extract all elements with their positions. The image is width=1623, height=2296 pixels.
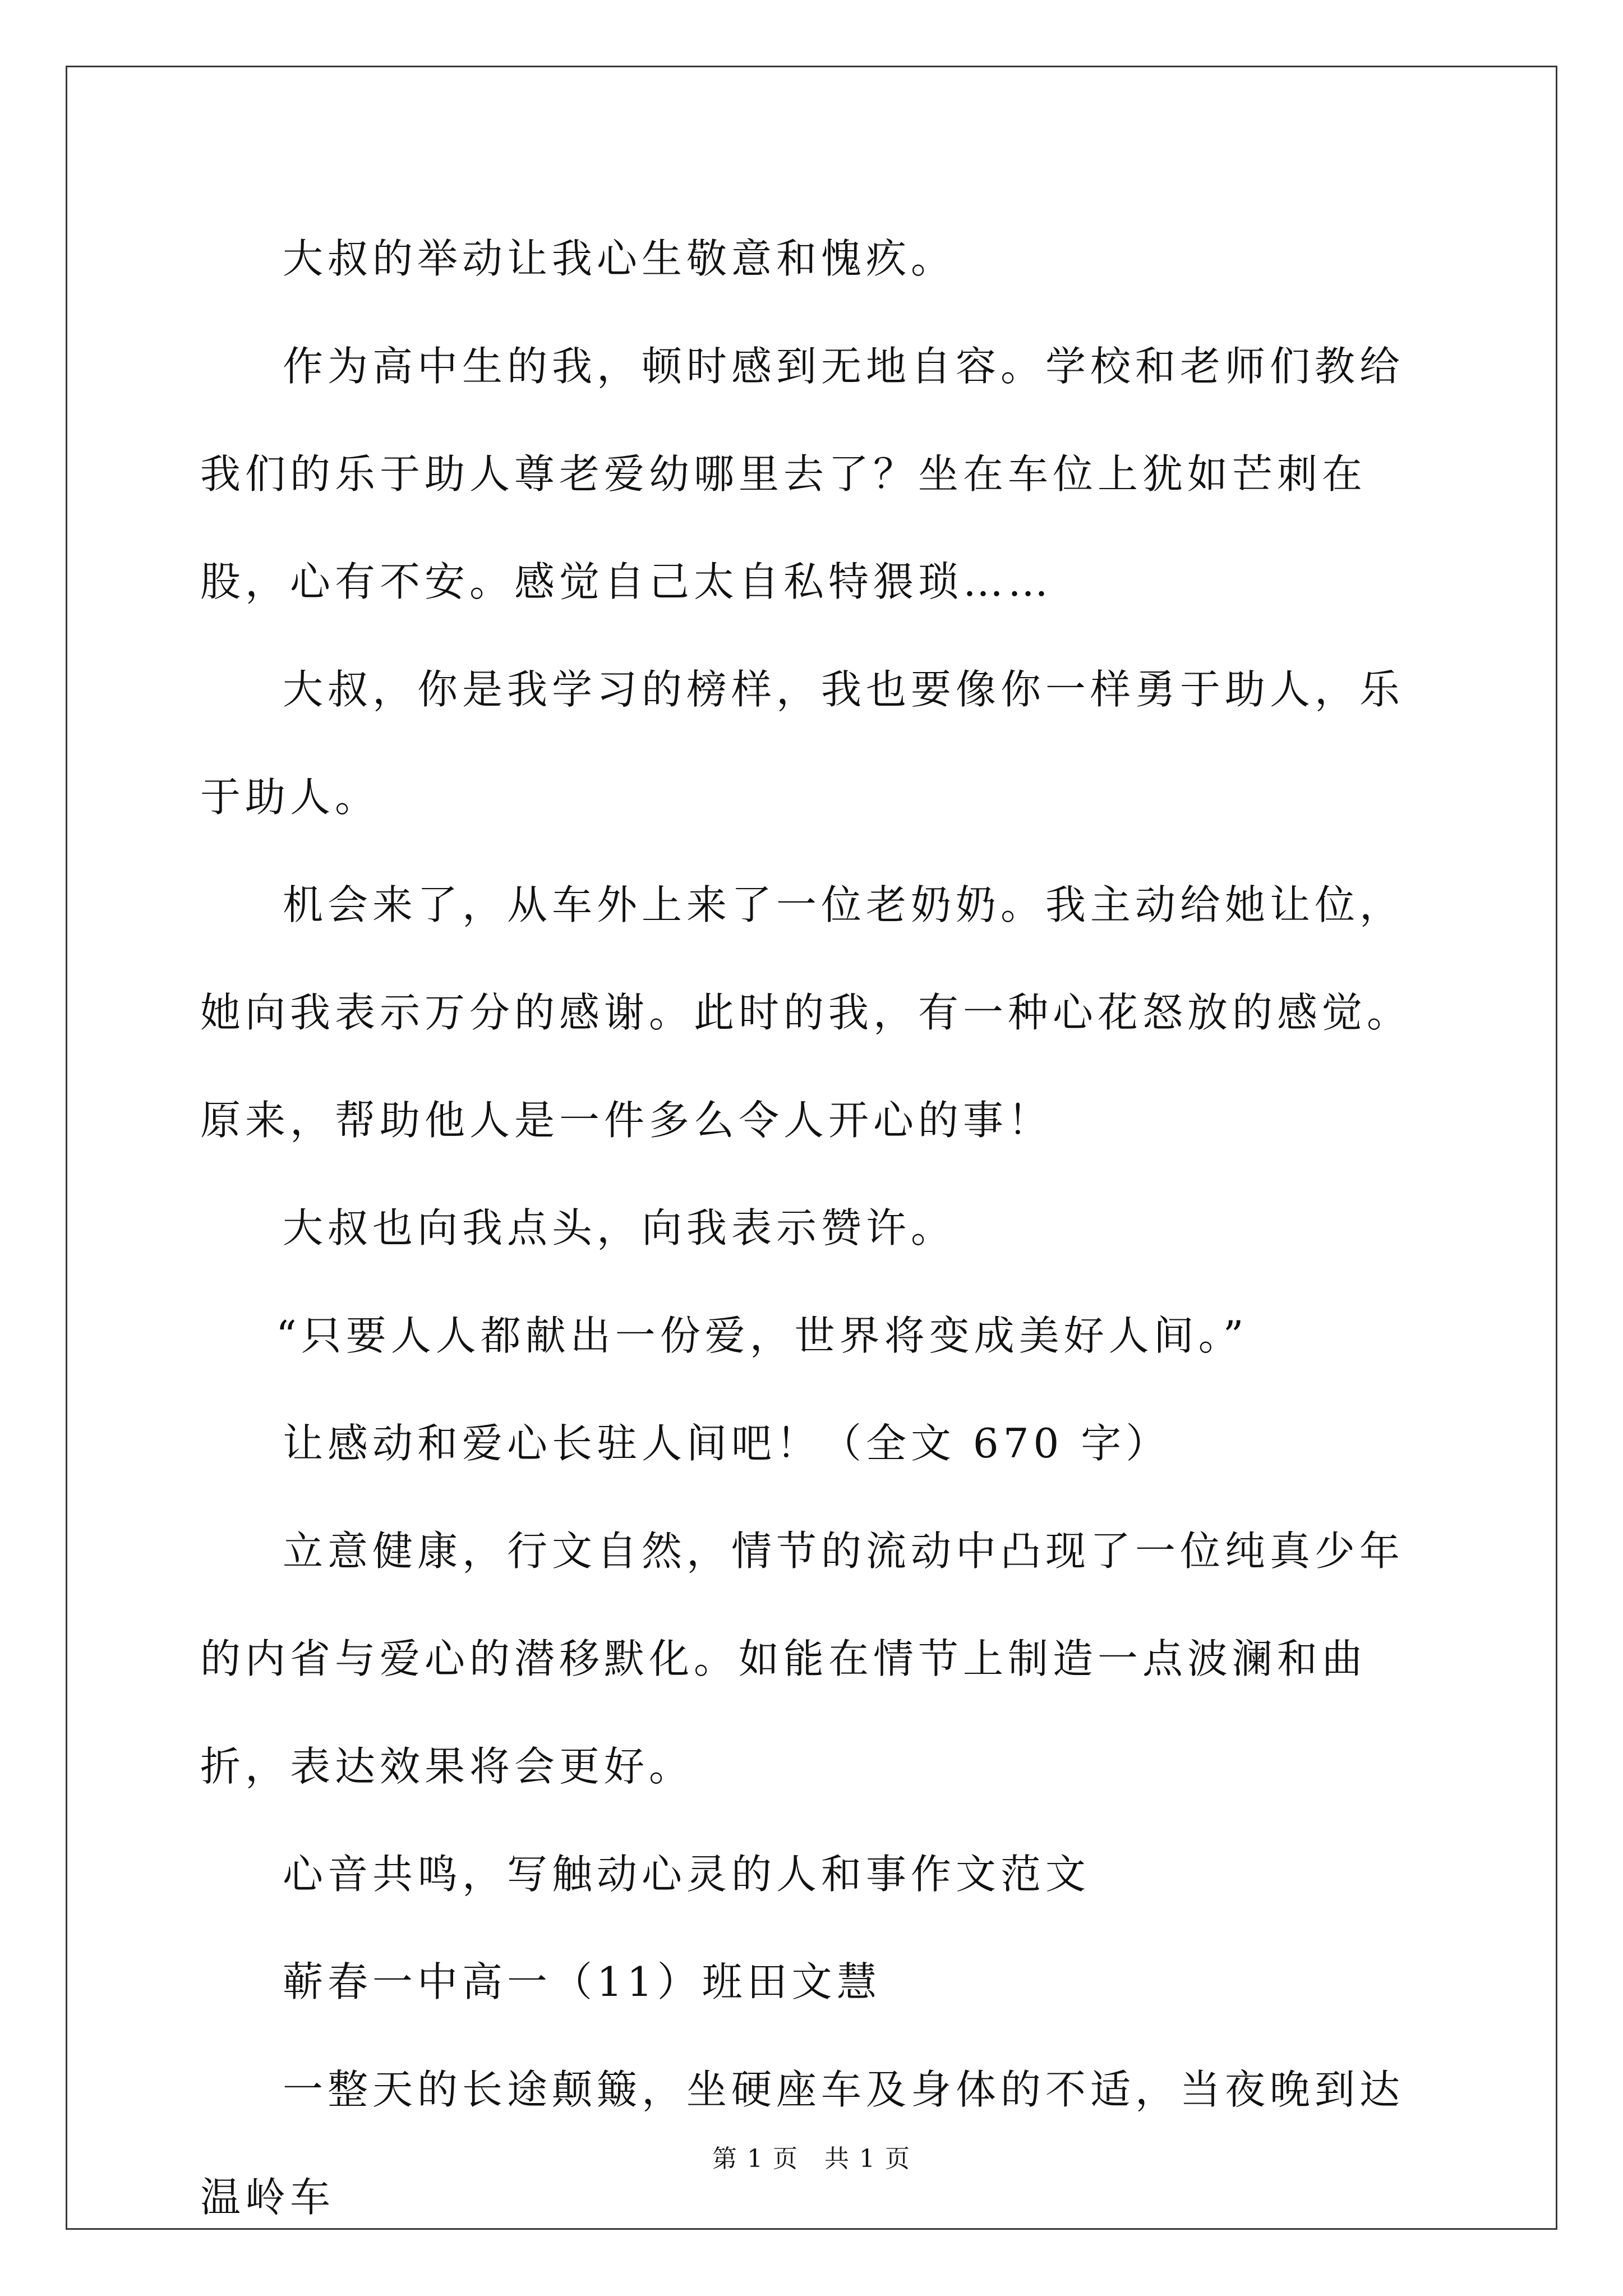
paragraph: 机会来了，从车外上来了一位老奶奶。我主动给她让位，她向我表示万分的感谢。此时的我，有一种心花怒放的感觉。原来，帮助他人是一件多么令人开心的事！ [200,881,1412,1144]
essay-title: 心音共鸣，写触动心灵的人和事作文范文 [283,1851,1091,1898]
paragraph: 作为高中生的我，顿时感到无地自容。学校和老师们教给我们的乐于助人尊老爱幼哪里去了？坐在车位上犹如芒刺在股，心有不安。感觉自己太自私特猥琐…… [200,343,1405,605]
author-line: 蕲春一中高一（11）班田文慧 [283,1958,882,2005]
quote-paragraph: “只要人人都献出一份爱，世界将变成美好人间。” [276,1312,1248,1359]
paragraph: 大叔，你是我学习的榜样，我也要像你一样勇于助人，乐于助人。 [200,666,1405,821]
paragraph: 一整天的长途颠簸，坐硬座车及身体的不适，当夜晚到达温岭车 [200,2066,1405,2221]
paragraph: 让感动和爱心长驻人间吧！（全文 670 字） [283,1420,1171,1467]
paragraph: 大叔的举动让我心生敬意和愧疚。 [283,235,956,282]
paragraph: 大叔也向我点头，向我表示赞许。 [283,1204,956,1251]
document-body [200,205,1423,2251]
page-footer: 第 1 页 共 1 页 [712,2145,911,2173]
comment-paragraph: 立意健康，行文自然，情节的流动中凸现了一位纯真少年的内省与爱心的潜移默化。如能在情节上制造一点波澜和曲折，表达效果将会更好。 [200,1527,1405,1790]
